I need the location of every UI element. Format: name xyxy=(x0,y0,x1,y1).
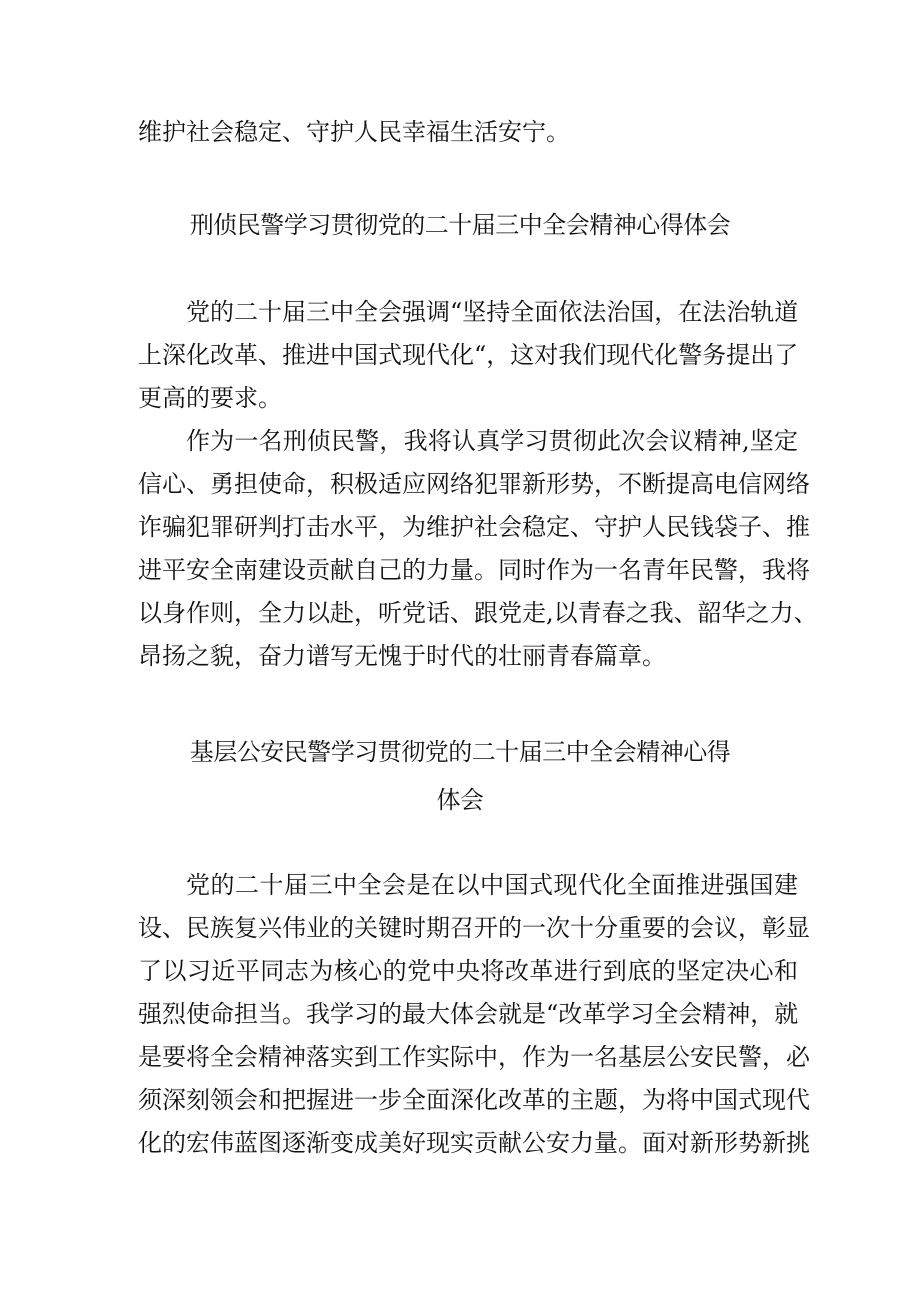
s2-p1-line-2: 设、民族复兴伟业的关键时期召开的一次十分重要的会议，彰显 xyxy=(138,914,810,942)
s1-p1-line-1: 党的二十届三中全会强调“坚持全面依法治国，在法治轨道 xyxy=(186,298,799,326)
s1-p2-line-4: 进平安全南建设贡献自己的力量。同时作为一名青年民警，我将 xyxy=(138,556,810,584)
s1-p2-line-5: 以身作则，全力以赴，听党话、跟党走,以青春之我、韶华之力、 xyxy=(138,599,818,627)
s1-p2-line-2: 信心、勇担使命，积极适应网络犯罪新形势，不断提高电信网络 xyxy=(138,470,810,498)
s2-p1-line-5: 是要将全会精神落实到工作实际中，作为一名基层公安民警，必 xyxy=(138,1043,810,1071)
s2-p1-line-7: 化的宏伟蓝图逐渐变成美好现实贡献公安力量。面对新形势新挑 xyxy=(138,1129,810,1157)
intro-line: 维护社会稳定、守护人民幸福生活安宁。 xyxy=(138,118,570,146)
section2-title-line-1: 基层公安民警学习贯彻党的二十届三中全会精神心得 xyxy=(189,738,731,766)
s1-p1-line-3: 更高的要求。 xyxy=(138,384,282,412)
s2-p1-line-1: 党的二十届三中全会是在以中国式现代化全面推进强国建 xyxy=(186,871,798,899)
s1-p1-line-2: 上深化改革、推进中国式现代化“，这对我们现代化警务提出了 xyxy=(138,341,799,369)
s2-p1-line-3: 了以习近平同志为核心的党中央将改革进行到底的坚定决心和 xyxy=(138,957,798,985)
s1-p2-line-3: 诈骗犯罪研判打击水平，为维护社会稳定、守护人民钱袋子、推 xyxy=(138,513,810,541)
s2-p1-line-4: 强烈使命担当。我学习的最大体会就是“改革学习全会精神，就 xyxy=(138,1000,799,1028)
section2-title-line-2: 体会 xyxy=(436,786,484,814)
section1-title: 刑侦民警学习贯彻党的二十届三中全会精神心得体会 xyxy=(189,211,731,239)
s2-p1-line-6: 须深刻领会和把握进一步全面深化改革的主题，为将中国式现代 xyxy=(138,1086,810,1114)
s1-p2-line-6: 昂扬之貌，奋力谱写无愧于时代的壮丽青春篇章。 xyxy=(138,642,666,670)
s1-p2-line-1: 作为一名刑侦民警，我将认真学习贯彻此次会议精神,坚定 xyxy=(186,427,798,455)
